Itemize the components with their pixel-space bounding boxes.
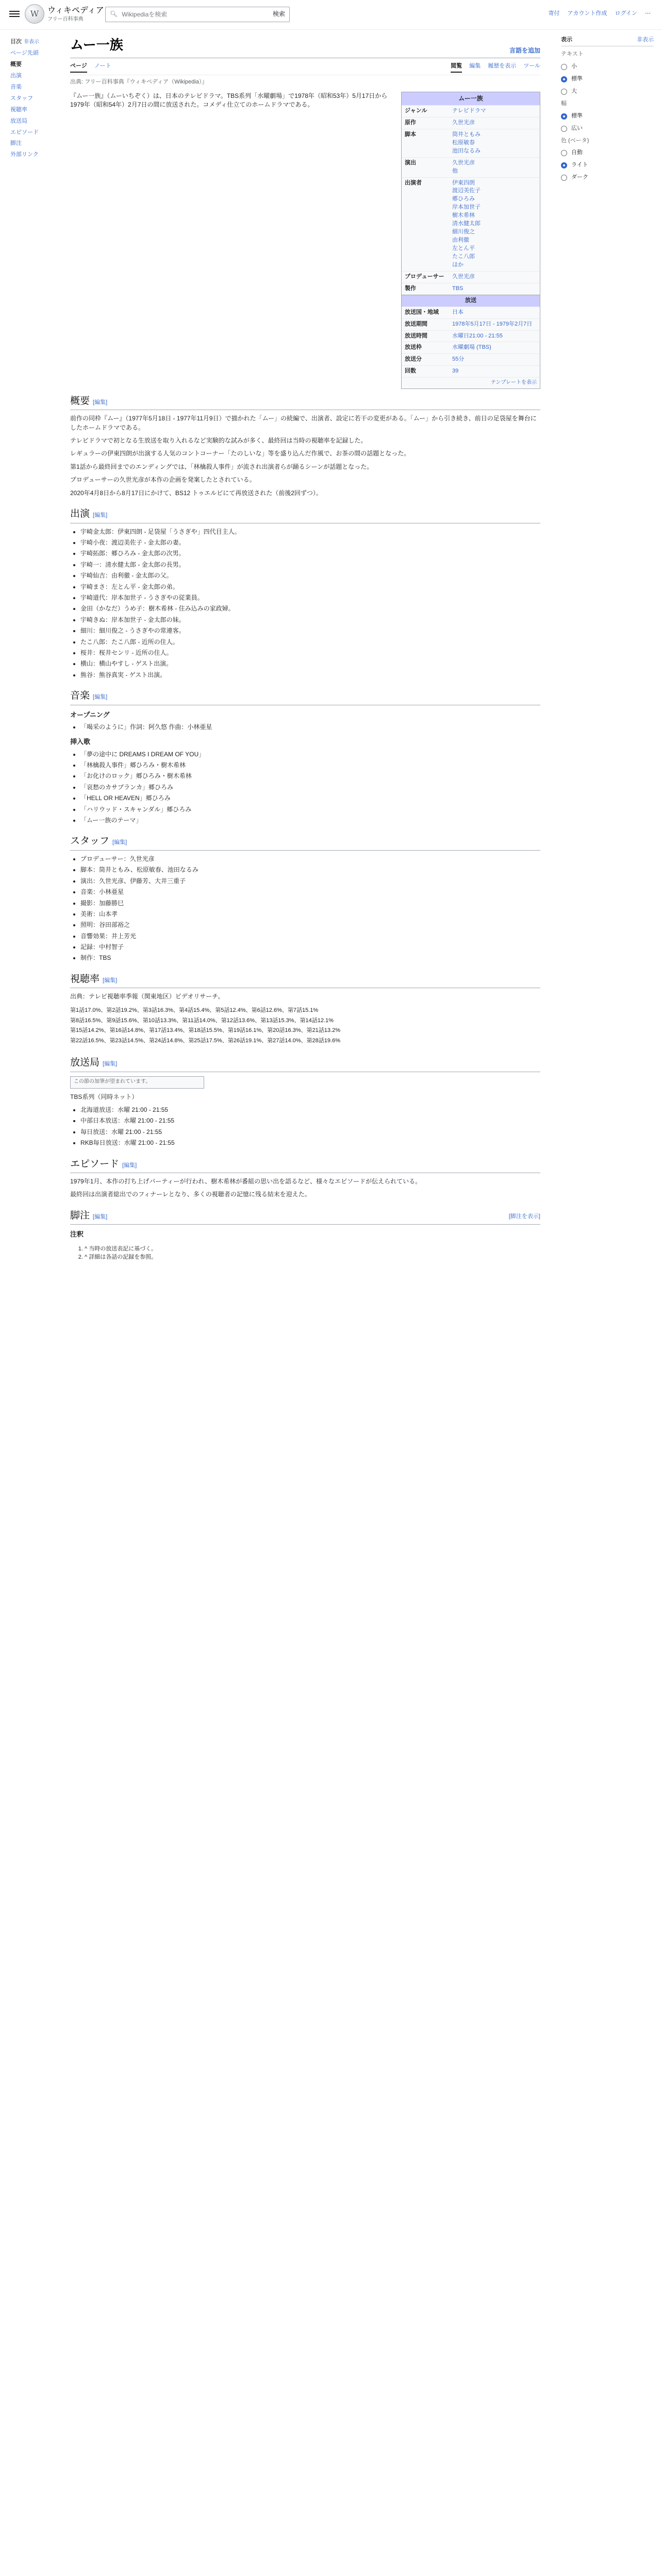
staff-item: • プロデューサー：久世光彦: [80, 855, 540, 863]
infobox-value-link[interactable]: 池田なるみ: [452, 147, 481, 154]
infobox-value: [449, 129, 540, 157]
infobox-value: [449, 106, 540, 117]
infobox-value-link[interactable]: 岸本加世子: [452, 204, 481, 211]
section-music: [70, 689, 540, 705]
toc-item-cast[interactable]: 出演: [10, 72, 22, 79]
radio-button-icon[interactable]: [561, 150, 567, 156]
more-options-icon[interactable]: ⋯: [645, 10, 651, 16]
notice-text: この節の加筆が望まれています。: [74, 1079, 151, 1085]
edit-ratings-link[interactable]: [編集]: [103, 977, 118, 984]
infobox-value-link[interactable]: 55分: [452, 356, 465, 363]
wikipedia-globe-icon: W: [25, 4, 44, 24]
cast-item: • 宇崎拓郎：郷ひろみ - 金太郎の次男。: [80, 549, 540, 558]
radio-button-icon[interactable]: [561, 162, 567, 168]
site-subtitle: フリー百科事典: [47, 16, 84, 23]
section-staff: [70, 834, 540, 851]
donate-link[interactable]: 寄付: [548, 10, 560, 16]
annotation-item: 1. ^ 当時の放送表記に基づく。: [85, 1245, 540, 1253]
color-option-label: 自動: [571, 149, 583, 156]
infobox-value-link[interactable]: 由利徹: [452, 237, 469, 244]
toc-item-notes[interactable]: 脚注: [10, 140, 22, 147]
tab-page[interactable]: ページ: [70, 62, 87, 73]
edit-staff-link[interactable]: [編集]: [112, 839, 127, 846]
infobox-value: [449, 342, 540, 353]
infobox-row: [402, 105, 540, 117]
section-notes-title: 脚注: [70, 1209, 90, 1221]
infobox-value-link[interactable]: 筒井ともみ: [452, 131, 481, 138]
site-logo[interactable]: [25, 4, 104, 24]
infobox-row: [402, 271, 540, 283]
infobox-row: [402, 117, 540, 129]
toc-item-external-links[interactable]: 外部リンク: [10, 151, 39, 158]
staff-list: [70, 855, 540, 963]
radio-button-icon[interactable]: [561, 175, 567, 181]
infobox-value-link[interactable]: TBS: [452, 285, 464, 292]
toc-item-top[interactable]: ページ先頭: [10, 49, 39, 56]
create-account-link[interactable]: アカウント作成: [567, 10, 607, 16]
staff-item: • 美術：山本孝: [80, 910, 540, 919]
infobox-value-link[interactable]: 日本: [452, 309, 464, 315]
infobox-key: 脚本: [405, 131, 416, 138]
cast-item: • 宇崎一：清水健太郎 - 金太郎の長男。: [80, 561, 540, 569]
broadcaster-item: • 北海道放送：水曜 21:00 - 21:55: [80, 1106, 540, 1114]
section-episode: [70, 1157, 540, 1174]
infobox-value-link[interactable]: 久世光彦: [452, 273, 475, 280]
expand-notes-button[interactable]: [脚注を表示]: [508, 1213, 540, 1219]
annotations-list: [70, 1245, 540, 1262]
edit-notes-link[interactable]: [編集]: [93, 1213, 108, 1220]
insert-song-item: • 「HELL OR HEAVEN」郷ひろみ: [80, 794, 540, 803]
infobox-row: [402, 283, 540, 295]
infobox-value-link[interactable]: 久世光彦: [452, 119, 475, 126]
page-tabs: [70, 62, 540, 75]
infobox-key: 放送国・地域: [405, 309, 439, 315]
toc-item-overview[interactable]: 概要: [10, 61, 22, 67]
infobox-value-link[interactable]: 左とん平: [452, 245, 475, 252]
infobox-key: 出演者: [405, 179, 422, 186]
overview-paragraph: 第1話から最終回までのエンディングでは、「林檎殺人事件」が流され出演者らが踊るシーンが話題となった。: [70, 463, 373, 470]
infobox-value: [449, 319, 540, 330]
insert-song-item: • 「哀愁のカサブランカ」郷ひろみ: [80, 783, 540, 792]
section-overview: [70, 394, 540, 411]
episode-paragraph: 最終回は出演者総出でのフィナーレとなり、多くの視聴者の記憶に残る結末を迎えた。: [70, 1191, 311, 1198]
infobox-template-link[interactable]: テンプレートを表示: [402, 377, 540, 388]
broadcaster-item: • 毎日放送：水曜 21:00 - 21:55: [80, 1128, 540, 1137]
toc-heading: 目次: [10, 39, 22, 45]
cast-item: • 金田（かなだ）うめ子：樹木希林 - 住み込みの家政婦。: [80, 604, 540, 613]
infobox-key: 回数: [405, 368, 416, 375]
color-option[interactable]: [561, 161, 654, 170]
toc-hide-button[interactable]: 非表示: [24, 39, 39, 45]
infobox-row: [402, 318, 540, 330]
infobox-title: ムー一族: [402, 92, 540, 105]
appearance-sidebar: [561, 36, 654, 186]
toc-item-music[interactable]: 音楽: [10, 83, 22, 90]
infobox-key: 放送期間: [405, 320, 427, 327]
radio-button-icon[interactable]: [561, 64, 567, 70]
insert-song-item: • 「お化けのロック」郷ひろみ・樹木希林: [80, 772, 540, 781]
infobox-row: [402, 157, 540, 177]
text-size-option-label: 標準: [571, 75, 583, 82]
infobox-key: 放送枠: [405, 344, 422, 351]
cast-item: • 細川：細川俊之 - うさぎやの常連客。: [80, 626, 540, 635]
section-episode-title: エピソード: [70, 1158, 120, 1170]
staff-item: • 音響効果：井上芳光: [80, 932, 540, 941]
infobox-key: 演出: [405, 159, 416, 166]
infobox-value: [449, 272, 540, 283]
section-staff-title: スタッフ: [70, 835, 110, 847]
toc-item-episode[interactable]: エピソード: [10, 129, 39, 135]
infobox-key: 製作: [405, 285, 416, 292]
insert-songs-list: [70, 750, 540, 825]
ratings-line: 第1話17.0%、第2話19.2%、第3話16.3%、第4話15.4%、第5話12.4%、第6話12.6%、第7話15.1%: [70, 1007, 319, 1013]
width-option-label: 標準: [571, 112, 583, 119]
tab-history[interactable]: 履歴を表示: [488, 62, 517, 69]
broadcaster-item: • RKB毎日放送：水曜 21:00 - 21:55: [80, 1139, 540, 1147]
episode-body: [70, 1177, 540, 1199]
infobox-key: 放送分: [405, 356, 422, 363]
expand-notice: [70, 1076, 204, 1089]
edit-overview-link[interactable]: [編集]: [93, 399, 108, 405]
width-option[interactable]: [561, 112, 654, 121]
edit-cast-link[interactable]: [編集]: [93, 512, 108, 519]
search-input[interactable]: [121, 10, 255, 19]
infobox-row: [402, 129, 540, 157]
ratings-note: 出典：テレビ視聴率季報（関東地区）ビデオリサーチ。: [70, 993, 224, 1001]
section-cast: [70, 507, 540, 523]
infobox-value: [449, 178, 540, 271]
text-size-option-label: 小: [571, 63, 577, 70]
cast-item: • 宇崎金太郎：伊東四朗 - 足袋屋「うさぎや」四代目主人。: [80, 528, 540, 536]
section-ratings: [70, 972, 540, 989]
site-title: ウィキペディア: [47, 5, 104, 15]
cast-item: • 宇崎仙吉：由利徹 - 金太郎の父。: [80, 571, 540, 580]
infobox-value: [449, 366, 540, 377]
section-broadcasters: [70, 1056, 540, 1072]
infobox-value: [449, 117, 540, 129]
staff-item: • 制作：TBS: [80, 954, 540, 962]
radio-button-icon[interactable]: [561, 76, 567, 82]
infobox-row: [402, 307, 540, 318]
ratings-line: 第22話16.5%、第23話14.5%、第24話14.8%、第25話17.5%、第26話19.1%、第27話14.0%、第28話19.6%: [70, 1038, 340, 1044]
edit-episode-link[interactable]: [編集]: [122, 1162, 137, 1168]
insert-song-item: • 「ムー一族のテーマ」: [80, 816, 540, 825]
search-box: [105, 7, 290, 22]
login-link[interactable]: ログイン: [615, 10, 637, 16]
section-music-title: 音楽: [70, 690, 90, 702]
color-option-label: ライト: [571, 162, 588, 168]
infobox-row: [402, 365, 540, 377]
color-label: 色 (ベータ): [561, 137, 589, 144]
page-title: ムー一族: [70, 38, 123, 53]
infobox-value-link[interactable]: 他: [452, 167, 458, 174]
add-language-button[interactable]: 言語を追加: [509, 47, 540, 55]
page-tagline: 出典: フリー百科事典『ウィキペディア（Wikipedia）』: [70, 78, 208, 85]
infobox-value-link[interactable]: ほか: [452, 261, 464, 268]
infobox-key: 原作: [405, 119, 416, 126]
infobox-value: [449, 331, 540, 342]
edit-music-link[interactable]: [編集]: [93, 694, 108, 701]
infobox-value-link[interactable]: 久世光彦: [452, 159, 475, 166]
staff-item: • 演出：久世光彦、伊藤芳、大井三重子: [80, 877, 540, 886]
annotation-item: 2. ^ 詳細は各話の記録を参照。: [85, 1253, 540, 1262]
overview-paragraph: レギュラーの伊東四朗が出演する人気のコントコーナー「たのしいな」等を盛り込んだ作風で、お茶の間の話題となった。: [70, 450, 410, 457]
radio-button-icon[interactable]: [561, 126, 567, 132]
search-button[interactable]: 検索: [272, 10, 285, 18]
overview-paragraph: プロデューサーの久世光彦が本作の企画を発案したとされている。: [70, 476, 256, 484]
appearance-hide-button[interactable]: 非表示: [637, 37, 654, 43]
width-option-label: 広い: [571, 125, 583, 131]
overview-paragraph: テレビドラマで初となる生放送を取り入れるなど実験的な試みが多く、最終回は当時の視聴率を記録した。: [70, 437, 367, 445]
section-ratings-title: 視聴率: [70, 973, 100, 985]
infobox-row: [402, 177, 540, 271]
width-option[interactable]: [561, 125, 654, 133]
opening-list: [70, 723, 540, 732]
infobox-value-link[interactable]: 郷ひろみ: [452, 196, 475, 202]
cast-item: • 宇崎きぬ：岸本加世子 - 金太郎の妹。: [80, 616, 540, 624]
toc-sidebar: [0, 30, 66, 162]
width-label: 幅: [561, 100, 567, 107]
section-broadcasters-title: 放送局: [70, 1057, 100, 1068]
section-cast-title: 出演: [70, 508, 90, 520]
text-size-option[interactable]: [561, 75, 654, 83]
infobox: [401, 92, 540, 389]
opening-item: • 「喝采のように」作詞：阿久悠 作曲：小林亜星: [80, 723, 540, 732]
insert-song-item: • 「ハリウッド・スキャンダル」郷ひろみ: [80, 805, 540, 814]
broadcasters-list: [70, 1106, 540, 1148]
text-size-label: テキスト: [561, 50, 584, 57]
intro-paragraph: 『ムー一族』（ムーいちぞく）は、日本のテレビドラマ。TBS系列「水曜劇場」で1978年（昭和53年）5月17日から1979年（昭和54年）2月7日の間に放送された。コメディ仕立てのホームドラマである。: [70, 92, 388, 108]
tab-tools[interactable]: ツール: [523, 62, 540, 69]
infobox-key: 放送時間: [405, 332, 427, 339]
text-size-option[interactable]: [561, 63, 654, 71]
page-header: [0, 0, 662, 30]
infobox-row: [402, 353, 540, 365]
infobox-section-broadcast: 放送: [402, 295, 540, 307]
main-content: [70, 36, 540, 1267]
overview-paragraph: 前作の同枠『ムー』（1977年5月18日 - 1977年11月9日）で描かれた「ムー」の続編で、出演者、設定に若干の変更がある。「ムー」から引き続き、前日の足袋屋を舞台にしたホームドラマである。: [70, 415, 537, 431]
overview-paragraph: 2020年4月8日から8月17日にかけて、BS12 トゥエルビにて再放送された（前後2回ずつ）。: [70, 489, 322, 497]
toc-item-staff[interactable]: スタッフ: [10, 95, 33, 101]
cast-item: • たこ八郎：たこ八郎 - 近所の住人。: [80, 638, 540, 647]
radio-button-icon[interactable]: [561, 89, 567, 95]
episode-paragraph: 1979年1月、本作の打ち上げパーティーが行われ、樹木希林が番組の思い出を語るなど、様々なエピソードが伝えられている。: [70, 1178, 422, 1185]
opening-heading: オープニング: [70, 710, 110, 719]
infobox-value-link[interactable]: 清水健太郎: [452, 221, 481, 227]
edit-broadcasters-link[interactable]: [編集]: [103, 1061, 118, 1067]
infobox-value-link[interactable]: 1978年5月17日 - 1979年2月7日: [452, 320, 533, 327]
search-icon: 🔍︎: [110, 10, 118, 18]
color-option[interactable]: [561, 149, 654, 157]
infobox-value-link[interactable]: 水曜劇場 (TBS): [452, 344, 491, 351]
tab-read[interactable]: 閲覧: [451, 62, 462, 73]
cast-item: • 横山：横山やすし - ゲスト出演。: [80, 659, 540, 668]
infobox-row: [402, 342, 540, 353]
tab-talk[interactable]: ノート: [94, 62, 111, 69]
infobox-value: [449, 158, 540, 177]
infobox-value-link[interactable]: 松原敏春: [452, 139, 475, 146]
toc-item-ratings[interactable]: 視聴率: [10, 106, 27, 113]
ratings-line: 第15話14.2%、第16話14.8%、第17話13.4%、第18話15.5%、第19話16.1%、第20話16.3%、第21話13.2%: [70, 1027, 340, 1034]
staff-item: • 撮影：加藤勝巳: [80, 899, 540, 908]
infobox-key: プロデューサー: [405, 273, 444, 280]
broadcaster-item: • 中部日本放送：水曜 21:00 - 21:55: [80, 1116, 540, 1125]
cast-item: • 宇崎まさ：左とん平 - 金太郎の弟。: [80, 583, 540, 591]
infobox-value: [449, 307, 540, 318]
text-size-option-label: 大: [571, 88, 577, 94]
infobox-key: ジャンル: [405, 107, 427, 114]
cast-item: • 宇崎道代：岸本加世子 - うさぎやの従業員。: [80, 594, 540, 602]
infobox-value-link[interactable]: 39: [452, 368, 459, 375]
insert-song-item: • 「夢の途中に DREAMS I DREAM OF YOU」: [80, 750, 540, 759]
cast-item: • 熊谷：熊谷真実 - ゲスト出演。: [80, 671, 540, 680]
color-option[interactable]: [561, 174, 654, 182]
infobox-value-link[interactable]: 伊東四朗: [452, 179, 475, 186]
section-notes: [70, 1209, 540, 1225]
infobox-value-link[interactable]: 渡辺美佐子: [452, 188, 481, 194]
insert-song-item: • 「林檎殺人事件」郷ひろみ・樹木希林: [80, 761, 540, 770]
infobox-value: [449, 354, 540, 365]
ratings-line: 第8話16.5%、第9話15.6%、第10話13.3%、第11話14.0%、第12話13.6%、第13話15.3%、第14話12.1%: [70, 1017, 334, 1024]
ratings-table: [70, 1006, 540, 1046]
insert-songs-heading: 挿入歌: [70, 737, 91, 745]
broadcasters-lead: TBS系列（同時ネット）: [70, 1093, 138, 1100]
color-option-label: ダーク: [571, 174, 588, 181]
staff-item: • 音楽：小林亜星: [80, 888, 540, 896]
user-links: [542, 10, 651, 18]
infobox-value-link[interactable]: テレビドラマ: [452, 107, 486, 114]
section-overview-title: 概要: [70, 395, 90, 406]
cast-list: [70, 528, 540, 680]
radio-button-icon[interactable]: [561, 113, 567, 120]
cast-item: • 桜井：桜井センリ - 近所の住人。: [80, 649, 540, 657]
text-size-option[interactable]: [561, 88, 654, 96]
overview-body: [70, 414, 540, 498]
staff-item: • 記録：中村智子: [80, 943, 540, 952]
staff-item: • 脚本：筒井ともみ、松原敏春、池田なるみ: [80, 866, 540, 874]
infobox-value-link[interactable]: 細川俊之: [452, 229, 475, 235]
infobox-value: [449, 283, 540, 295]
tab-edit[interactable]: 編集: [469, 62, 481, 69]
infobox-row: [402, 330, 540, 342]
infobox-value-link[interactable]: 水曜日21:00 - 21:55: [452, 332, 503, 339]
cast-item: • 宇崎小夜：渡辺美佐子 - 金太郎の妻。: [80, 538, 540, 547]
toc-item-broadcasters[interactable]: 放送局: [10, 117, 27, 124]
annotations-heading: 注釈: [70, 1230, 84, 1239]
main-menu-icon[interactable]: [9, 9, 20, 19]
infobox-value-link[interactable]: 樹木希林: [452, 212, 475, 219]
infobox-value-link[interactable]: たこ八郎: [452, 253, 475, 260]
staff-item: • 照明：谷田部裕之: [80, 921, 540, 929]
appearance-heading: 表示: [561, 37, 572, 43]
